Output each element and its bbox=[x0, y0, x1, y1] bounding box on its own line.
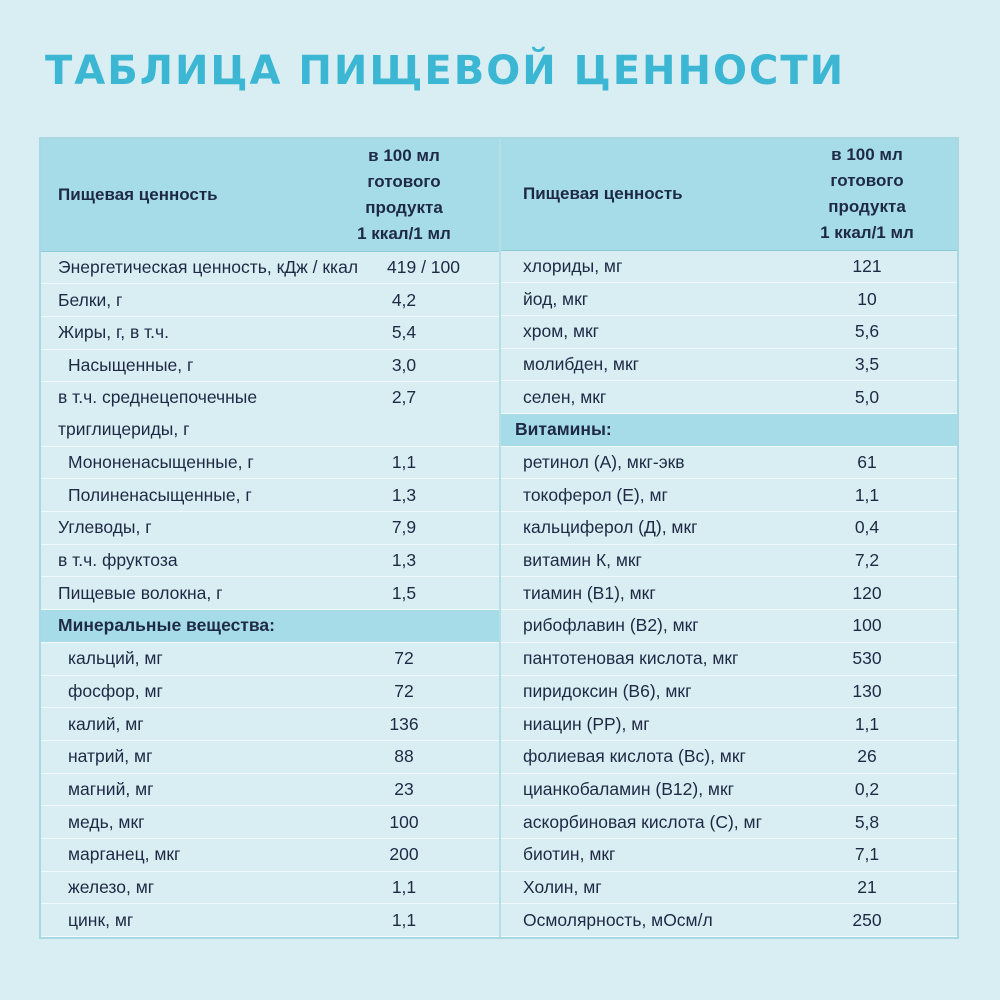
nutrient-name: токоферол (Е), мг bbox=[523, 484, 668, 505]
nutrient-value: 4,2 bbox=[391, 289, 417, 310]
nutrient-value: 1,5 bbox=[391, 582, 417, 603]
nutrient-value: 0,4 bbox=[854, 517, 880, 538]
nutrient-value: 1,1 bbox=[854, 713, 880, 734]
table-row bbox=[501, 708, 957, 741]
nutrient-name: железо, мг bbox=[68, 876, 155, 897]
nutrient-name: хром, мкг bbox=[523, 321, 600, 342]
table-row bbox=[41, 774, 499, 807]
table-row bbox=[41, 904, 499, 937]
nutrient-name: биотин, мкг bbox=[523, 844, 616, 865]
table-row bbox=[41, 741, 499, 774]
table-row bbox=[41, 708, 499, 741]
nutrient-name: молибден, мкг bbox=[523, 353, 640, 374]
table-row bbox=[41, 479, 499, 512]
nutrient-value: 72 bbox=[394, 680, 414, 701]
nutrient-name: кальциферол (Д), мкг bbox=[523, 517, 698, 538]
nutrient-name: кальций, мг bbox=[68, 648, 163, 669]
nutrient-name: Энергетическая ценность, кДж / ккал bbox=[58, 256, 359, 277]
table-row bbox=[501, 447, 957, 480]
nutrient-name: аскорбиновая кислота (С), мг bbox=[523, 811, 762, 832]
right-column bbox=[501, 139, 957, 937]
nutrient-value: 26 bbox=[857, 746, 877, 767]
nutrient-name: фосфор, мг bbox=[68, 680, 163, 701]
nutrient-value: 2,7 bbox=[391, 387, 417, 408]
table-row bbox=[41, 382, 499, 446]
table-row bbox=[501, 741, 957, 774]
nutrient-value: 200 bbox=[389, 844, 419, 865]
nutrient-name: цинк, мг bbox=[68, 909, 134, 930]
nutrient-name: натрий, мг bbox=[68, 746, 153, 767]
table-row bbox=[501, 479, 957, 512]
nutrient-value: 1,1 bbox=[391, 876, 417, 897]
nutrient-value: 120 bbox=[852, 582, 882, 603]
nutrient-value: 250 bbox=[852, 909, 882, 930]
nutrient-name: Пищевые волокна, г bbox=[58, 582, 223, 603]
table-row bbox=[501, 283, 957, 316]
nutrient-name: йод, мкг bbox=[523, 288, 589, 309]
table-header bbox=[501, 139, 957, 251]
nutrient-value: 88 bbox=[394, 746, 414, 767]
nutrient-value: 23 bbox=[394, 778, 414, 799]
nutrient-name: Полиненасыщенные, г bbox=[68, 484, 252, 505]
nutrient-name: магний, мг bbox=[68, 778, 154, 799]
table-row bbox=[41, 676, 499, 709]
nutrient-name: Витамины: bbox=[515, 419, 612, 440]
table-row bbox=[501, 577, 957, 610]
table-row bbox=[501, 676, 957, 709]
page-title: ТАБЛИЦА ПИЩЕВОЙ ЦЕННОСТИ bbox=[45, 48, 846, 94]
nutrient-name: Мононенасыщенные, г bbox=[68, 452, 254, 473]
nutrient-value: 530 bbox=[852, 648, 882, 669]
table-row bbox=[41, 577, 499, 610]
section-header-row bbox=[501, 414, 957, 447]
table-row bbox=[501, 872, 957, 905]
table-row bbox=[501, 381, 957, 414]
table-row bbox=[501, 806, 957, 839]
nutrient-name: калий, мг bbox=[68, 713, 144, 734]
table-row bbox=[501, 316, 957, 349]
nutrient-name: тиамин (В1), мкг bbox=[523, 582, 656, 603]
nutrient-name: витамин К, мкг bbox=[523, 550, 642, 571]
nutrient-value: 1,3 bbox=[391, 484, 417, 505]
nutrient-name: хлориды, мг bbox=[523, 255, 623, 276]
table-row bbox=[41, 643, 499, 676]
nutrient-name: ниацин (РР), мг bbox=[523, 713, 650, 734]
nutrient-value: 100 bbox=[389, 811, 419, 832]
nutrient-value: 121 bbox=[852, 255, 882, 276]
nutrient-name: селен, мкг bbox=[523, 386, 607, 407]
table-row bbox=[41, 317, 499, 350]
right-rows bbox=[501, 251, 957, 937]
nutrient-value: 1,1 bbox=[854, 484, 880, 505]
nutrient-value: 10 bbox=[857, 288, 877, 309]
table-row bbox=[41, 839, 499, 872]
nutrient-value: 5,4 bbox=[391, 322, 417, 343]
nutrient-name: Насыщенные, г bbox=[68, 354, 194, 375]
table-row bbox=[41, 284, 499, 317]
nutrient-value: 130 bbox=[852, 680, 882, 701]
nutrient-name: пантотеновая кислота, мкг bbox=[523, 648, 739, 669]
nutrient-value: 5,8 bbox=[854, 811, 880, 832]
nutrient-value: 5,0 bbox=[854, 386, 880, 407]
table-row bbox=[41, 806, 499, 839]
table-row bbox=[41, 512, 499, 545]
nutrient-name: рибофлавин (В2), мкг bbox=[523, 615, 699, 636]
nutrient-name: Минеральные вещества: bbox=[58, 615, 275, 636]
table-row bbox=[41, 545, 499, 578]
header-value-label: в 100 мл готового продукта 1 ккал/1 мл bbox=[357, 145, 451, 243]
nutrient-name: фолиевая кислота (Вс), мкг bbox=[523, 746, 746, 767]
table-row bbox=[41, 350, 499, 383]
nutrient-name: Жиры, г, в т.ч. bbox=[58, 322, 170, 343]
nutrient-name: Белки, г bbox=[58, 289, 123, 310]
table-row bbox=[501, 512, 957, 545]
table-row bbox=[501, 349, 957, 382]
nutrient-value: 7,9 bbox=[391, 517, 417, 538]
nutrient-value: 0,2 bbox=[854, 778, 880, 799]
table-header bbox=[41, 139, 499, 252]
left-rows bbox=[41, 252, 499, 937]
nutrient-value: 5,6 bbox=[854, 321, 880, 342]
table-row bbox=[501, 904, 957, 937]
nutrient-name: пиридоксин (В6), мкг bbox=[523, 680, 692, 701]
nutrient-value: 7,2 bbox=[854, 550, 880, 571]
table-row bbox=[41, 252, 499, 285]
nutrient-value: 72 bbox=[394, 648, 414, 669]
table-row bbox=[501, 251, 957, 284]
header-value-label: в 100 мл готового продукта 1 ккал/1 мл bbox=[820, 145, 914, 243]
table-row bbox=[41, 447, 499, 480]
header-name-label: Пищевая ценность bbox=[523, 184, 683, 204]
nutrient-value: 7,1 bbox=[854, 844, 880, 865]
nutrient-name: в т.ч. среднецепочечные триглицериды, г bbox=[58, 387, 258, 439]
nutrient-value: 419 / 100 bbox=[387, 256, 460, 277]
table-row bbox=[41, 872, 499, 905]
header-name-label: Пищевая ценность bbox=[58, 184, 218, 204]
nutrient-name: марганец, мкг bbox=[68, 844, 181, 865]
nutrient-name: в т.ч. фруктоза bbox=[58, 550, 178, 571]
nutrient-name: ретинол (А), мкг-экв bbox=[523, 452, 685, 473]
nutrient-value: 1,1 bbox=[391, 452, 417, 473]
nutrient-value: 100 bbox=[852, 615, 882, 636]
nutrient-name: медь, мкг bbox=[68, 811, 145, 832]
table-row bbox=[501, 774, 957, 807]
nutrient-value: 1,3 bbox=[391, 550, 417, 571]
left-column bbox=[41, 139, 501, 937]
table-row bbox=[501, 545, 957, 578]
nutrient-value: 1,1 bbox=[391, 909, 417, 930]
table-row bbox=[501, 610, 957, 643]
table-row bbox=[501, 839, 957, 872]
nutrition-table bbox=[39, 137, 959, 939]
nutrient-value: 61 bbox=[857, 452, 877, 473]
nutrient-value: 3,5 bbox=[854, 353, 880, 374]
table-row bbox=[501, 643, 957, 676]
nutrient-name: цианкобаламин (В12), мкг bbox=[523, 778, 734, 799]
nutrient-name: Осмолярность, мОсм/л bbox=[523, 909, 713, 930]
section-header-row bbox=[41, 610, 499, 643]
nutrient-name: Холин, мг bbox=[523, 876, 602, 897]
nutrient-value: 3,0 bbox=[391, 354, 417, 375]
nutrient-value: 136 bbox=[389, 713, 419, 734]
nutrient-name: Углеводы, г bbox=[58, 517, 152, 538]
nutrient-value: 21 bbox=[857, 876, 877, 897]
